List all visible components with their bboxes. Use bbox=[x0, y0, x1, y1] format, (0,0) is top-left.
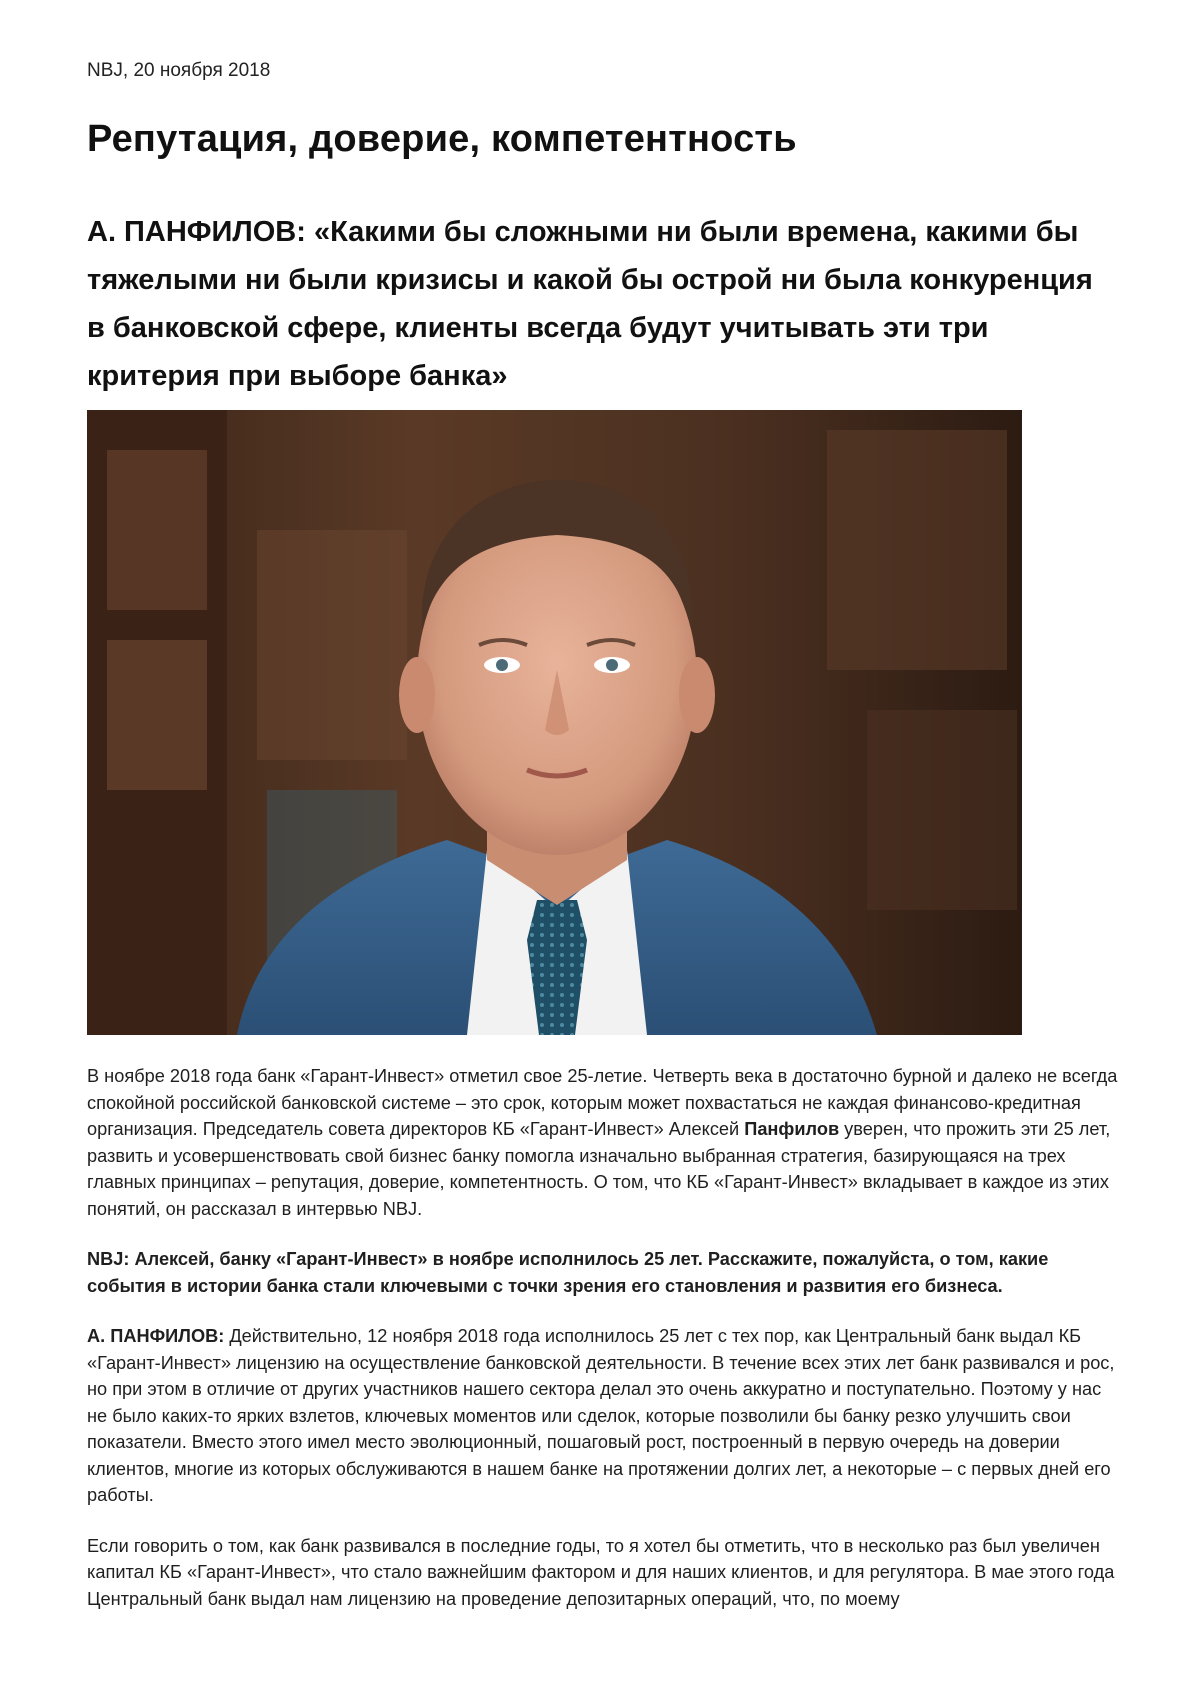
intro-text-before: В ноябре 2018 года банк «Гарант-Инвест» отметил свое 25-летие. Четверть века в достаточно бурной и далеко не всегда спокойной российской банковской системе – это срок, которым может похвастаться не каждая финансово-кредитная организация. Председатель совета директоров КБ «Гарант-Инвест» Алексей bbox=[87, 1066, 1118, 1139]
article-subtitle: А. ПАНФИЛОВ: «Какими бы сложными ни были времена, какими бы тяжелыми ни были кризисы и какой бы острой ни была конкуренция в банковской сфере, клиенты всегда будут учитывать эти три критерия при выборе банка» bbox=[87, 216, 1093, 392]
article-body bbox=[87, 1063, 1122, 1636]
body-paragraph: Если говорить о том, как банк развивался в последние годы, то я хотел бы отметить, что в несколько раз был увеличен капитал КБ «Гарант-Инвест», что стало важнейшим фактором и для наших клиентов, и для регулятора. В мае этого года Центральный банк выдал нам лицензию на проведение депозитарных операций, что, по моему bbox=[87, 1535, 1115, 1609]
answer-speaker: А. ПАНФИЛОВ: bbox=[87, 1326, 225, 1346]
portrait-photo bbox=[87, 410, 1022, 1035]
interview-question: NBJ: Алексей, банку «Гарант-Инвест» в ноябре исполнилось 25 лет. Расскажите, пожалуйста, о том, какие события в истории банка стали ключевыми с точки зрения его становления и развития его бизнеса. bbox=[87, 1249, 1049, 1296]
interview-answer bbox=[87, 1323, 1122, 1509]
dateline: NBJ, 20 ноября 2018 bbox=[87, 60, 271, 81]
intro-name: Панфилов bbox=[744, 1119, 840, 1139]
article-title: Репутация, доверие, компетентность bbox=[87, 118, 797, 160]
intro-paragraph bbox=[87, 1063, 1122, 1222]
intro-text-after: уверен, что прожить эти 25 лет, развить и усовершенствовать свой бизнес банку помогла изначально выбранная стратегия, базирующаяся на трех главных принципах – репутация, доверие, компетентность. О том, что КБ «Гарант-Инвест» вкладывает в каждое из этих понятий, он рассказал в интервью NBJ. bbox=[87, 1119, 1111, 1219]
answer-text: Действительно, 12 ноября 2018 года исполнилось 25 лет с тех пор, как Центральный банк выдал КБ «Гарант-Инвест» лицензию на осуществление банковской деятельности. В течение всех этих лет банк развивался и рос, но при этом в отличие от других участников нашего сектора делал это очень аккуратно и поступательно. Поэтому у нас не было каких-то ярких взлетов, ключевых моментов или сделок, которые позволили бы банку резко улучшить свои показатели. Вместо этого имел место эволюционный, пошаговый рост, построенный в первую очередь на доверии клиентов, многие из которых обслуживаются в нашем банке на протяжении долгих лет, а некоторые – с первых дней его работы. bbox=[87, 1326, 1115, 1505]
